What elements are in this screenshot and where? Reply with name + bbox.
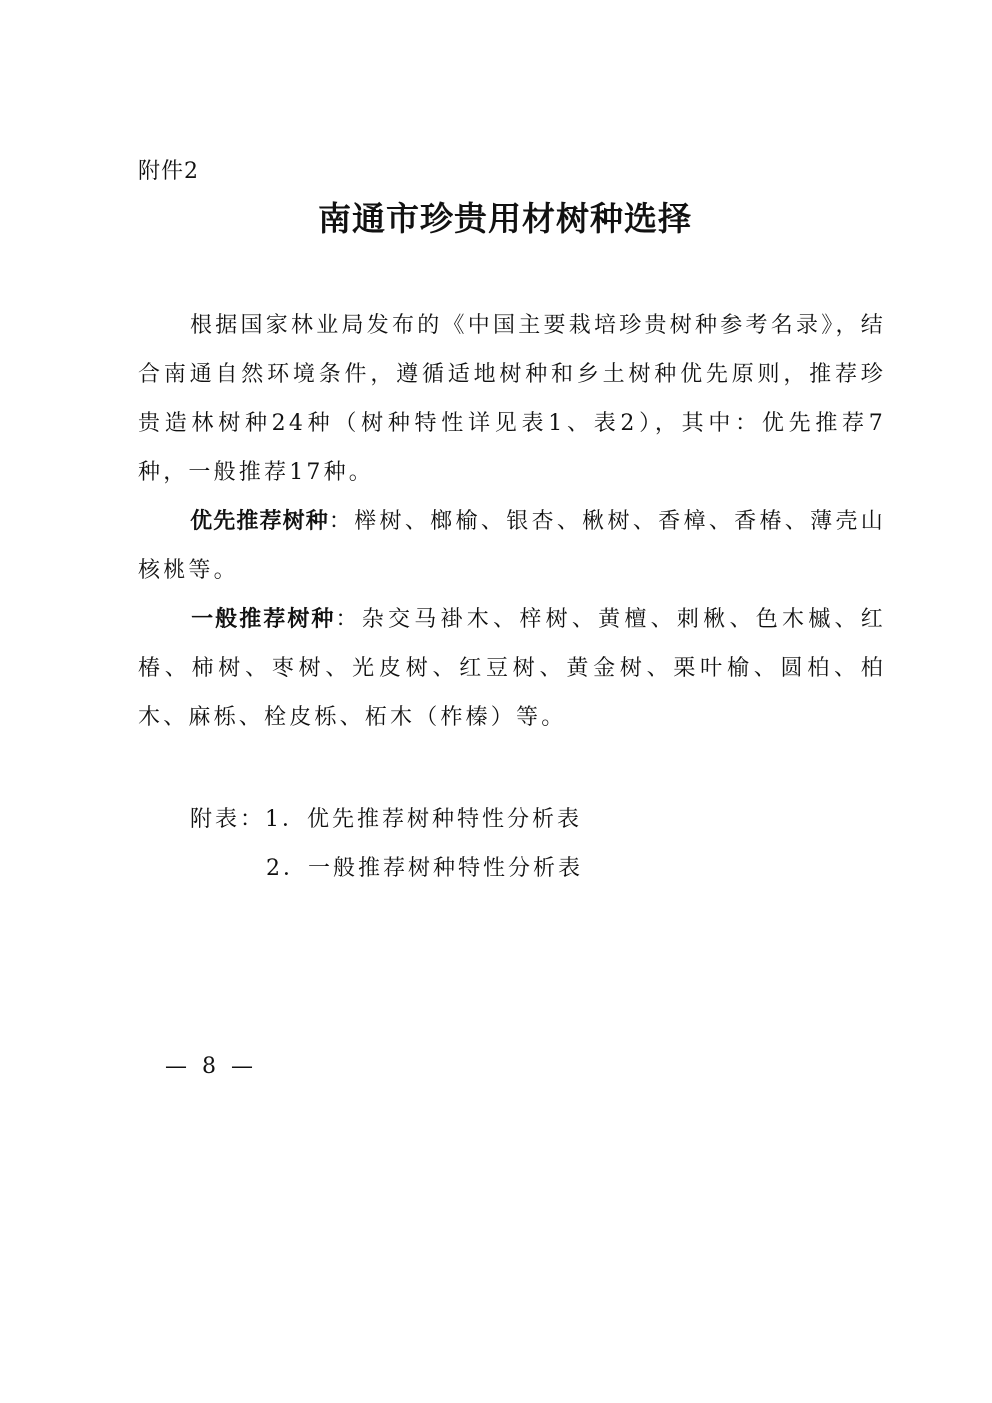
intro-text: 根据国家林业局发布的《中国主要栽培珍贵树种参考名录》，结合南通自然环境条件，遵循适地树种和乡土树种优先原则，推荐珍贵造林树种24种（树种特性详见表1、表2），其中：优先推荐7种，一般推荐17种。 [138, 313, 886, 485]
document-title: 南通市珍贵用材树种选择 [318, 199, 692, 238]
appendix-item [190, 844, 583, 893]
appendix-item [190, 795, 583, 844]
general-species-list: ：杂交马褂木、梓树、黄檀、刺楸、色木槭、红椿、柿树、枣树、光皮树、红豆树、黄金树、栗叶榆、圆柏、柏木、麻栎、栓皮栎、柘木（柞榛）等。 [138, 607, 886, 730]
appendix-prefix: 附表： [190, 807, 266, 832]
page-number: — 8 — [165, 1054, 257, 1079]
priority-species-paragraph [138, 497, 886, 595]
intro-paragraph [138, 301, 886, 497]
general-species-label: 一般推荐树种 [190, 607, 336, 632]
appendix-list [190, 795, 583, 893]
general-species-paragraph [138, 595, 886, 742]
priority-species-list: ：榉树、榔榆、银杏、楸树、香樟、香椿、薄壳山核桃等。 [138, 509, 886, 583]
appendix-item-text: 1．优先推荐树种特性分析表 [265, 807, 583, 832]
appendix-item-text: 2．一般推荐树种特性分析表 [266, 856, 583, 881]
attachment-label: 附件2 [138, 159, 199, 184]
priority-species-label: 优先推荐树种 [190, 509, 329, 534]
